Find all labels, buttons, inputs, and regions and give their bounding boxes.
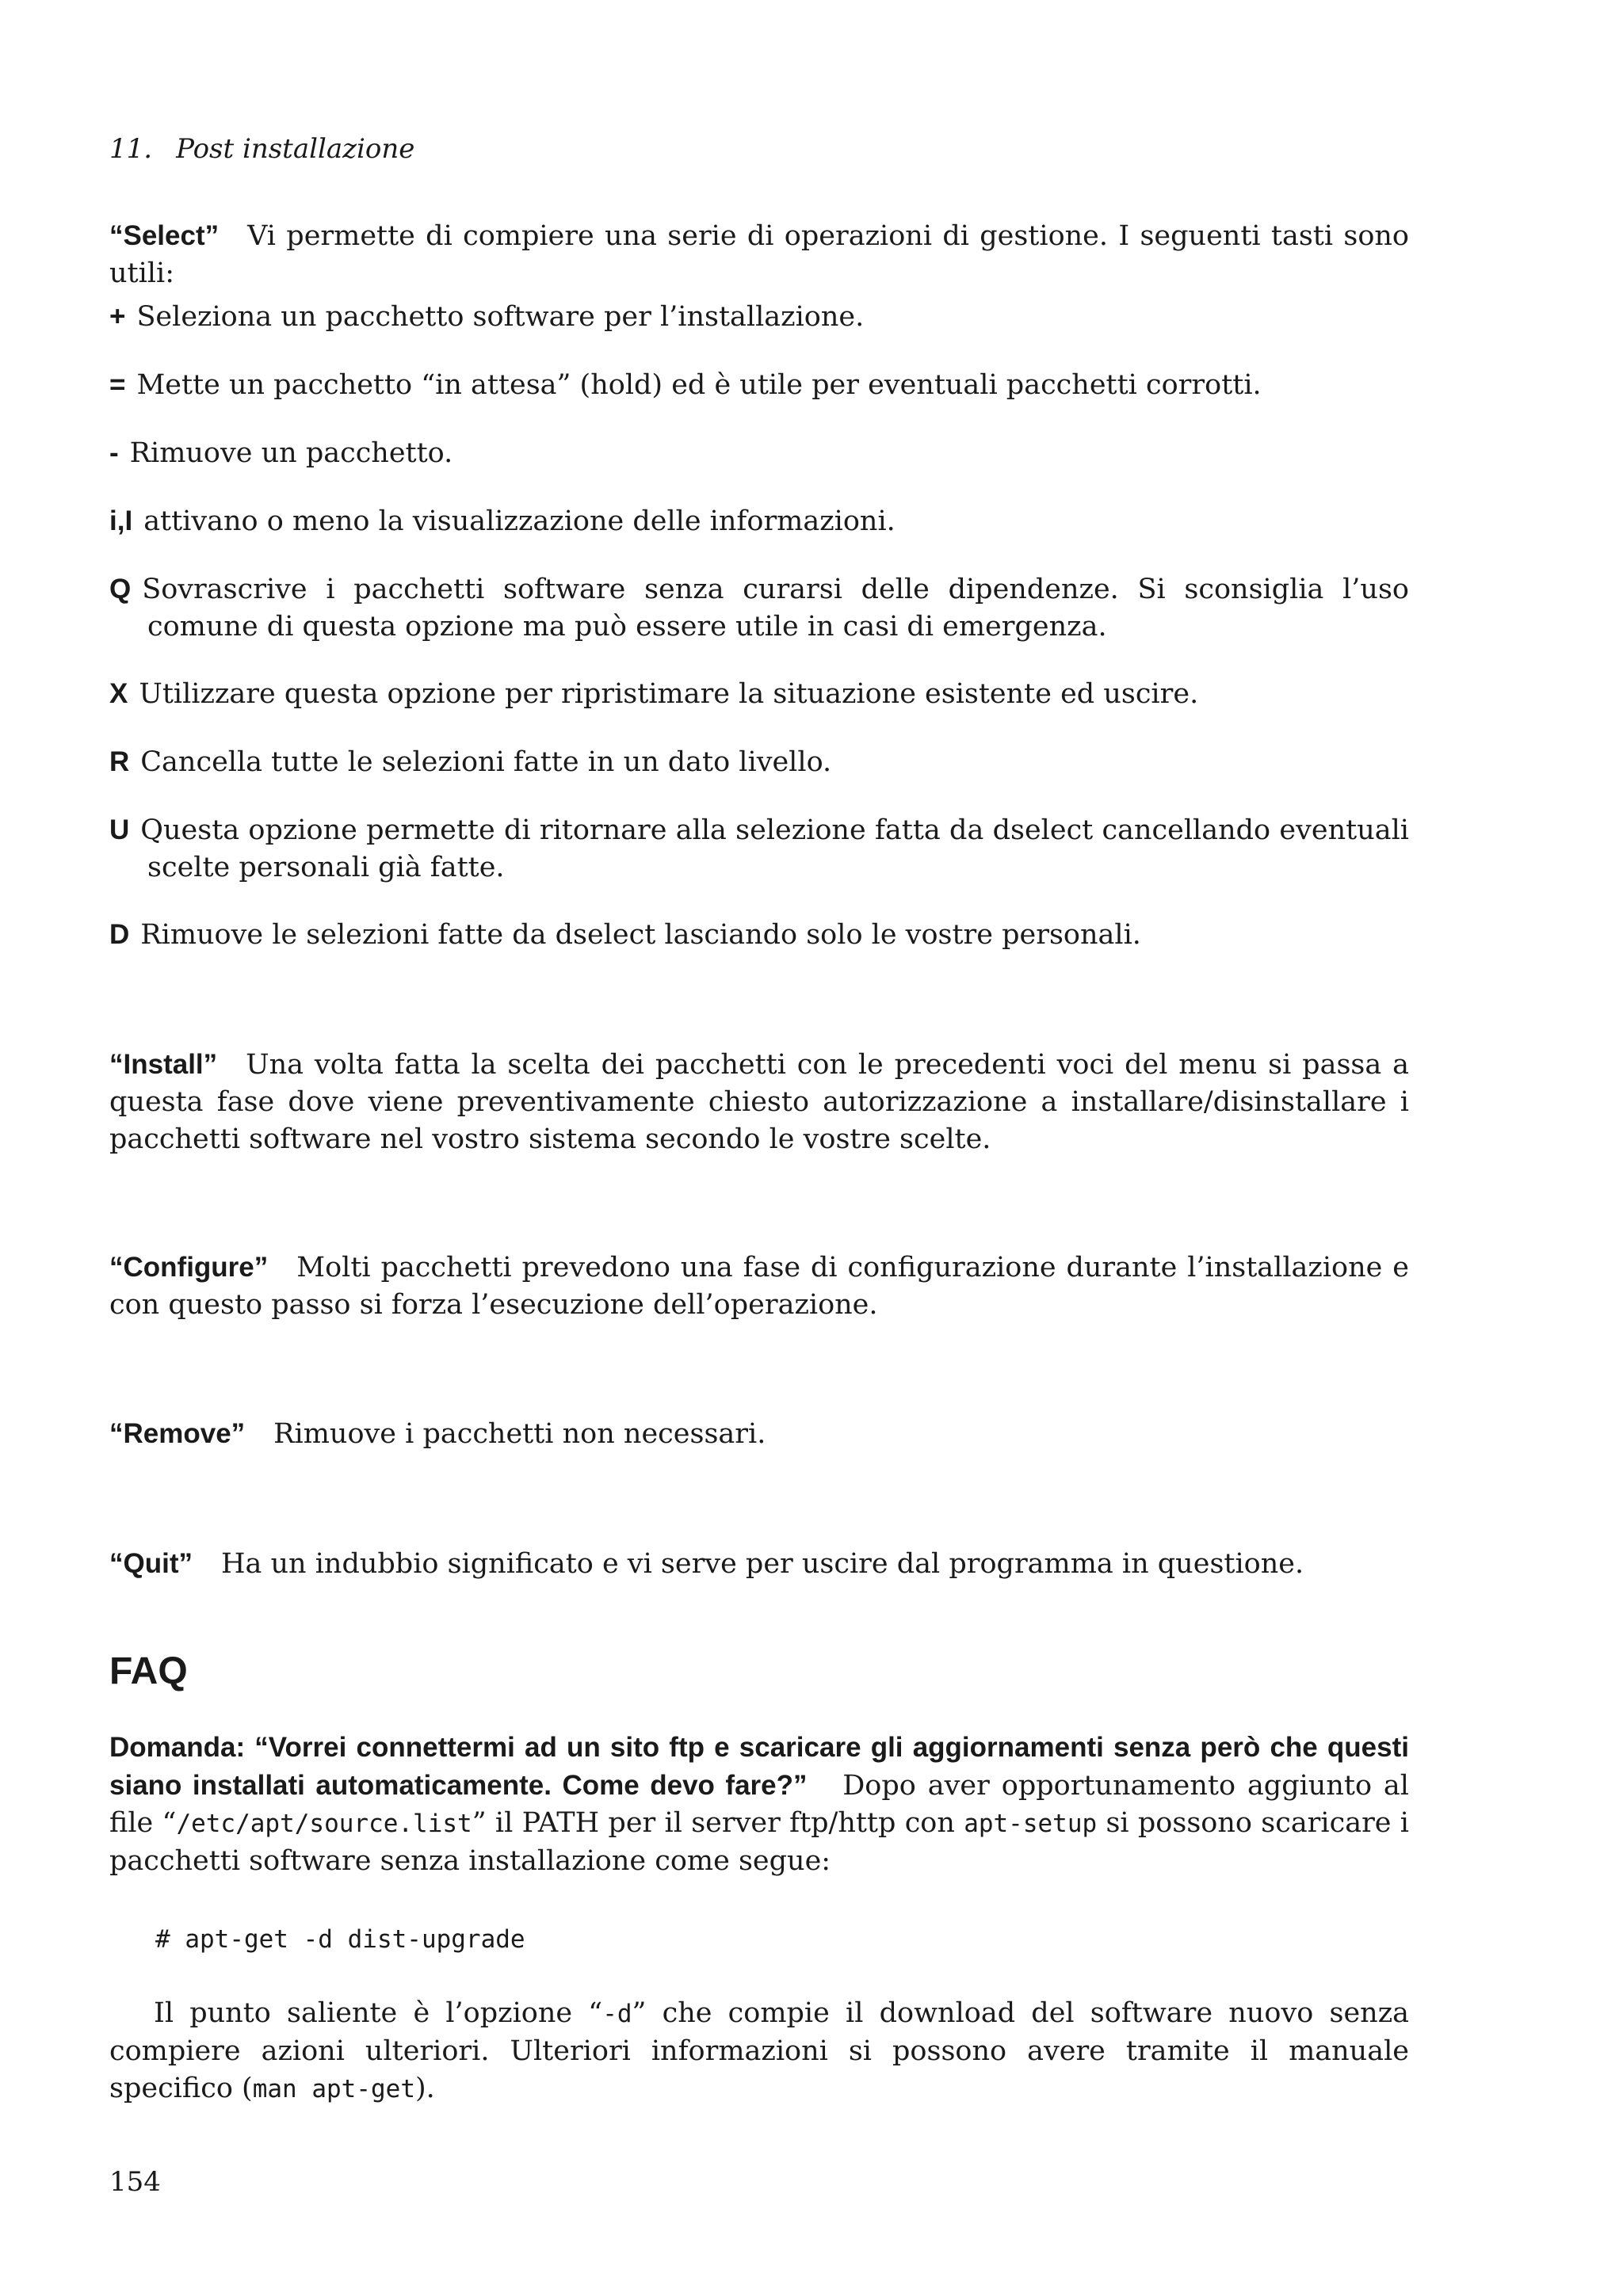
chapter-number: 11. [109, 133, 153, 165]
faq-entry [109, 1729, 1409, 1880]
faq-setup-command: apt-setup [964, 1810, 1098, 1838]
followup-part3: ). [415, 2073, 435, 2104]
key-label: D [109, 919, 130, 950]
remove-text: Rimuove i pacchetti non necessari. [273, 1418, 766, 1450]
key-text: Sovrascrive i pacchetti software senza curarsi delle dipendenze. Si sconsiglia l’uso comune di questa opzione ma può essere utile in casi di emergenza. [142, 574, 1409, 643]
quit-text: Ha un indubbio significato e vi serve per uscire dal programma in questione. [220, 1548, 1304, 1580]
key-text: Mette un pacchetto “in attesa” (hold) ed è utile per eventuali pacchetti corrotti. [136, 369, 1262, 401]
faq-answer-part2: ” il PATH per il server ftp/http con [472, 1807, 964, 1839]
install-text: Una volta fatta la scelta dei pacchetti con le precedenti voci del menu si passa a questa fase dove viene preventivamente chiesto autorizzazione a installare/disinstallare i pacchetti software nel vostro sistema secondo le vostre scelte. [109, 1049, 1409, 1155]
install-term: “Install” [109, 1049, 218, 1080]
faq-answer-part3: si possono scaricare i pacchetti software senza installazione come segue: [109, 1807, 1409, 1877]
chapter-title: Post installazione [176, 133, 415, 165]
faq-followup [109, 1995, 1409, 2108]
key-item-minus [109, 434, 1409, 472]
key-text: Rimuove un pacchetto. [129, 437, 453, 469]
key-text: Seleziona un pacchetto software per l’installazione. [136, 301, 865, 333]
remove-term: “Remove” [109, 1418, 246, 1449]
quit-term: “Quit” [109, 1548, 193, 1579]
key-text: Cancella tutte le selezioni fatte in un dato livello. [140, 746, 832, 778]
key-label: U [109, 814, 130, 845]
key-item-i [109, 502, 1409, 540]
key-item-q [109, 570, 1409, 646]
running-head [109, 133, 414, 165]
install-description [109, 1046, 1409, 1158]
faq-heading: FAQ [109, 1650, 188, 1692]
key-text: Utilizzare questa opzione per ripristimare la situazione esistente ed uscire. [139, 678, 1199, 710]
key-label: i,I [109, 505, 133, 536]
key-label: R [109, 746, 130, 777]
faq-question: Domanda: “Vorrei connettermi ad un sito ftp e scaricare gli aggiornamenti senza però che questi siano installati automaticamente. Come devo fare?” [109, 1732, 1409, 1801]
followup-option: -d [602, 2000, 632, 2028]
select-text: Vi permette di compiere una serie di operazioni di gestione. I seguenti tasti sono utili: [109, 220, 1409, 289]
quit-description [109, 1545, 1409, 1583]
followup-part2: ” che compie il download del software nuovo senza compiere azioni ulteriori. Ulteriori informazioni si possono avere tramite il manuale specifico ( [109, 1997, 1410, 2104]
key-text: attivano o meno la visualizzazione delle informazioni. [143, 505, 896, 537]
key-item-equals [109, 366, 1409, 404]
key-text: Questa opzione permette di ritornare alla selezione fatta da dselect cancellando eventuali scelte personali già fatte. [140, 814, 1409, 883]
key-item-r [109, 743, 1409, 781]
key-label: + [109, 301, 126, 332]
followup-part1: Il punto saliente è l’opzione “ [154, 1997, 603, 2029]
select-description [109, 217, 1409, 292]
key-label: - [109, 437, 119, 468]
configure-description [109, 1249, 1409, 1324]
configure-text: Molti pacchetti prevedono una fase di configurazione durante l’installazione e con questo passo si forza l’esecuzione dell’operazione. [109, 1252, 1409, 1321]
remove-description [109, 1415, 1409, 1453]
followup-man-command: man apt-get [252, 2075, 415, 2103]
page-number: 154 [109, 2166, 161, 2198]
faq-file-path: /etc/apt/source.list [176, 1810, 472, 1838]
code-example: # apt-get -d dist-upgrade [155, 1925, 525, 1954]
key-label: Q [109, 574, 132, 605]
key-item-u [109, 811, 1409, 887]
key-item-d [109, 916, 1409, 954]
key-item-plus [109, 298, 1409, 336]
configure-term: “Configure” [109, 1252, 269, 1283]
key-label: = [109, 369, 126, 400]
key-label: X [109, 678, 128, 709]
key-item-x [109, 675, 1409, 713]
select-term: “Select” [109, 220, 220, 251]
key-text: Rimuove le selezioni fatte da dselect lasciando solo le vostre personali. [140, 919, 1141, 951]
faq-answer-part1: Dopo aver opportunamento aggiunto al file “ [109, 1770, 1409, 1839]
